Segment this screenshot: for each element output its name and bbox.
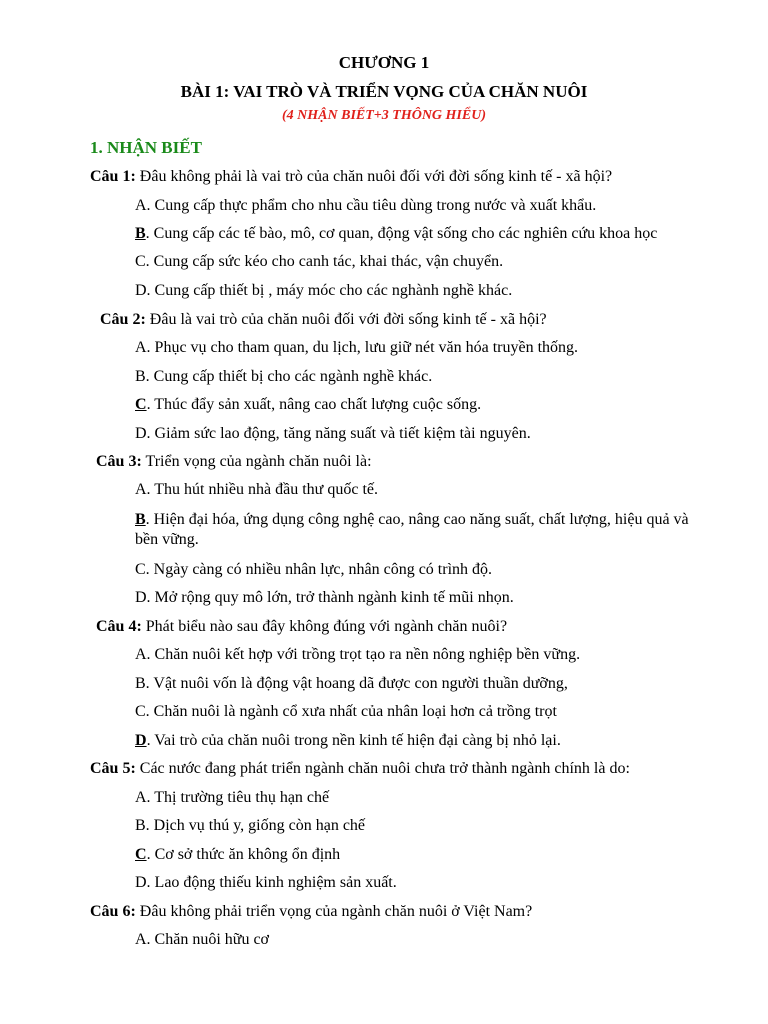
q3-option-a: A. Thu hút nhiều nhà đầu thư quốc tế. — [135, 481, 378, 498]
section-heading: 1. NHẬN BIẾT — [90, 138, 202, 157]
chapter-title: CHƯƠNG 1 — [338, 53, 430, 72]
question-label: Câu 1: — [90, 168, 136, 185]
question-text: Đâu không phải là vai trò của chăn nuôi đối với đời sống kinh tế - xã hội? — [135, 168, 613, 185]
q4-option-a: A. Chăn nuôi kết hợp với trồng trọt tạo ra nền nông nghiệp bền vững. — [135, 646, 581, 663]
question-label: Câu 4: — [96, 618, 142, 635]
q1-option-a: A. Cung cấp thực phẩm cho nhu cầu tiêu dùng trong nước và xuất khẩu. — [135, 197, 597, 214]
question-6 — [90, 902, 532, 922]
answer-letter: B — [135, 511, 146, 528]
q2-option-d: D. Giảm sức lao động, tăng năng suất và tiết kiệm tài nguyên. — [135, 425, 531, 442]
answer-letter: B — [135, 225, 146, 242]
q4-option-d — [135, 731, 561, 751]
option-text: . Cơ sở thức ăn không ổn định — [146, 846, 341, 863]
q6-option-a: A. Chăn nuôi hữu cơ — [135, 931, 270, 948]
question-text: Các nước đang phát triển ngành chăn nuôi chưa trở thành ngành chính là do: — [135, 760, 630, 777]
q1-option-c: C. Cung cấp sức kéo cho canh tác, khai thác, vận chuyển. — [135, 253, 504, 270]
question-label: Câu 5: — [90, 760, 136, 777]
q4-option-c: C. Chăn nuôi là ngành cổ xưa nhất của nhân loại hơn cả trồng trọt — [135, 703, 557, 720]
question-label: Câu 3: — [96, 453, 142, 470]
q5-option-a: A. Thị trường tiêu thụ hạn chế — [135, 789, 330, 806]
q5-option-d: D. Lao động thiếu kinh nghiệm sản xuất. — [135, 874, 397, 891]
question-5 — [90, 759, 630, 779]
question-text: Triển vọng của ngành chăn nuôi là: — [141, 453, 372, 470]
option-text: . Vai trò của chăn nuôi trong nền kinh tế hiện đại càng bị nhỏ lại. — [146, 732, 561, 749]
question-2 — [100, 310, 547, 330]
q1-option-b — [135, 224, 657, 244]
question-1 — [90, 167, 612, 187]
q1-option-d: D. Cung cấp thiết bị , máy móc cho các nghành nghề khác. — [135, 282, 513, 299]
q2-option-a: A. Phục vụ cho tham quan, du lịch, lưu giữ nét văn hóa truyền thống. — [135, 339, 579, 356]
question-text: Đâu là vai trò của chăn nuôi đối với đời sống kinh tế - xã hội? — [145, 311, 547, 328]
q3-option-d: D. Mở rộng quy mô lớn, trở thành ngành kinh tế mũi nhọn. — [135, 589, 514, 606]
question-3 — [96, 452, 372, 472]
lesson-title: BÀI 1: VAI TRÒ VÀ TRIỂN VỌNG CỦA CHĂN NUÔI — [180, 82, 588, 101]
q2-option-c — [135, 395, 481, 415]
q2-option-b: B. Cung cấp thiết bị cho các ngành nghề khác. — [135, 368, 433, 385]
answer-letter: C — [135, 396, 147, 413]
q5-option-c — [135, 845, 340, 865]
question-text: Đâu không phải triển vọng của ngành chăn nuôi ở Việt Nam? — [135, 903, 533, 920]
option-text: . Cung cấp các tế bào, mô, cơ quan, động vật sống cho các nghiên cứu khoa học — [145, 225, 658, 242]
q3-option-b — [135, 510, 705, 550]
question-label: Câu 6: — [90, 903, 136, 920]
question-text: Phát biểu nào sau đây không đúng với ngành chăn nuôi? — [141, 618, 508, 635]
q5-option-b: B. Dịch vụ thú y, giống còn hạn chế — [135, 817, 366, 834]
question-4 — [96, 617, 507, 637]
option-text: . Thúc đẩy sản xuất, nâng cao chất lượng cuộc sống. — [146, 396, 482, 413]
answer-letter: C — [135, 846, 147, 863]
option-text: . Hiện đại hóa, ứng dụng công nghệ cao, nâng cao năng suất, chất lượng, hiệu quả và bền vững. — [135, 511, 689, 548]
question-label: Câu 2: — [100, 311, 146, 328]
question-count-note: (4 NHẬN BIẾT+3 THÔNG HIỂU) — [282, 108, 486, 123]
answer-letter: D — [135, 732, 147, 749]
q3-option-c: C. Ngày càng có nhiều nhân lực, nhân công có trình độ. — [135, 561, 493, 578]
q4-option-b: B. Vật nuôi vốn là động vật hoang dã được con người thuần dưỡng, — [135, 675, 568, 692]
